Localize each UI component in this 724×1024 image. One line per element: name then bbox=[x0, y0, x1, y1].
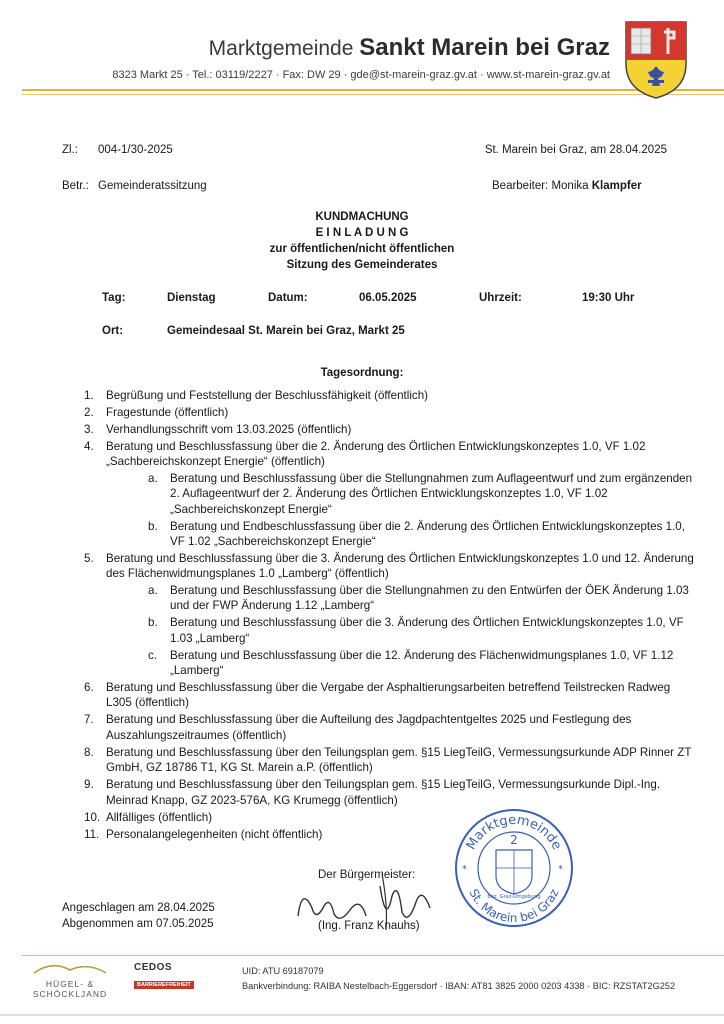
list-item bbox=[84, 405, 696, 420]
item-text: Beratung und Beschlussfassung über den Teilungsplan gem. §15 LiegTeilG, Vermessungsurkunde Dipl.-Ing. Meinrad Knapp, GZ 2023-576A, KG Krumegg (öffentlich) bbox=[106, 778, 661, 807]
item-number: 7. bbox=[84, 713, 94, 727]
tag-value: Dienstag bbox=[167, 292, 216, 304]
betr-label: Betr.: bbox=[62, 180, 89, 192]
title-name: Sankt Marein bei Graz bbox=[359, 34, 610, 61]
ort-value: Gemeindesaal St. Marein bei Graz, Markt 25 bbox=[167, 325, 405, 337]
list-item bbox=[84, 745, 696, 776]
svg-text:*: * bbox=[462, 864, 467, 875]
item-text: Beratung und Beschlussfassung über die 3. Änderung des Örtlichen Entwicklungskonzeptes 1.0 und 12. Änderung des Flächenwidmungsplanes 1.0 „Lamberg“ (öffentlich) bbox=[106, 552, 694, 581]
item-number: 6. bbox=[84, 681, 94, 695]
agenda-list bbox=[84, 388, 696, 844]
item-number: 5. bbox=[84, 552, 94, 566]
list-item bbox=[84, 551, 696, 678]
list-item bbox=[84, 422, 696, 437]
logo1-line1: HÜGEL- & bbox=[45, 979, 95, 989]
logo2-line1: CEDOS bbox=[134, 962, 173, 973]
sub-item-text: Beratung und Beschlussfassung über die Stellungnahmen zu den Entwürfen der ÖEK Änderung 1.03 und der FWP Änderung 1.12 „Lamberg“ bbox=[170, 583, 689, 613]
sub-item bbox=[148, 615, 696, 646]
sub-item-text: Beratung und Beschlussfassung über die 3. Änderung des Örtlichen Entwicklungskonzeptes 1.0, VF 1.03 „Lamberg“ bbox=[170, 616, 684, 645]
item-number: 11. bbox=[84, 827, 100, 841]
title-einladung: E I N L A D U N G bbox=[315, 227, 409, 239]
stamp-bottom-text: St. Marein bei Graz bbox=[466, 886, 562, 926]
logo1-line2: SCHÖCKLJAND bbox=[32, 989, 108, 999]
place-date: St. Marein bei Graz, am 28.04.2025 bbox=[484, 144, 667, 156]
item-number: 10. bbox=[84, 810, 101, 824]
item-text: Begrüßung und Feststellung der Beschlussfähigkeit (öffentlich) bbox=[106, 389, 429, 402]
posted-date: Angeschlagen am 28.04.2025 bbox=[62, 902, 215, 914]
agenda-heading: Tagesordnung: bbox=[320, 367, 404, 379]
sub-item-letter: c. bbox=[148, 648, 158, 662]
list-item bbox=[84, 439, 696, 549]
hill-icon bbox=[30, 960, 110, 974]
huegelland-logo bbox=[30, 960, 110, 999]
item-number: 8. bbox=[84, 745, 94, 759]
cedos-logo bbox=[134, 962, 214, 990]
item-text: Fragestunde (öffentlich) bbox=[106, 406, 229, 419]
item-number: 2. bbox=[84, 406, 94, 419]
sub-item-letter: b. bbox=[148, 616, 158, 630]
stamp-number: 2 bbox=[510, 833, 518, 847]
zl-value: 004-1/30-2025 bbox=[98, 144, 173, 156]
municipality-title bbox=[0, 34, 610, 62]
item-text: Beratung und Beschlussfassung über die Aufteilung des Jagdpachtentgeltes 2025 und Festlegung des Auszahlungszeitraumes (öffentlich) bbox=[106, 713, 632, 742]
page-edge bbox=[0, 1014, 724, 1016]
sub-item bbox=[148, 471, 696, 517]
official-stamp-icon bbox=[452, 806, 576, 930]
coat-of-arms-icon bbox=[624, 20, 688, 100]
sub-item-text: Beratung und Beschlussfassung über die 12. Änderung des Flächenwidmungsplanes 1.0, VF 1.12 „Lamberg“ bbox=[170, 648, 674, 678]
sub-item-text: Beratung und Beschlussfassung über die Stellungnahmen zum Auflageentwurf und zum ergänzenden 2. Auflageentwurf der 2. Änderung des Örtlichen Entwicklungskonzeptes 1.0, VF 1.02 „Sachbereichskonzept Energie“ bbox=[170, 471, 693, 516]
sub-item bbox=[148, 583, 696, 614]
ort-label: Ort: bbox=[102, 325, 124, 337]
list-item bbox=[84, 777, 696, 808]
mayor-role: Der Bürgermeister: bbox=[318, 869, 416, 881]
logo2-line2: BARRIEREFREIHEIT bbox=[134, 981, 194, 989]
uhrzeit-label: Uhrzeit: bbox=[479, 292, 522, 304]
title-prefix: Marktgemeinde bbox=[208, 37, 354, 60]
list-item bbox=[84, 680, 696, 711]
item-text: Beratung und Beschlussfassung über die 2. Änderung des Örtlichen Entwicklungskonzeptes 1.0, VF 1.02 „Sachbereichskonzept Energie“ (öffentlich) bbox=[106, 440, 646, 469]
sub-item-letter: b. bbox=[148, 519, 158, 533]
bearbeiter bbox=[492, 180, 642, 192]
list-item bbox=[84, 712, 696, 743]
title-kundmachung: KUNDMACHUNG bbox=[315, 211, 409, 223]
footer-bank: Bankverbindung: RAIBA Nestelbach-Eggersdorf · IBAN: AT81 3825 2000 0203 4338 · BIC: RZSTAT2G252 bbox=[242, 981, 676, 991]
mayor-name: (Ing. Franz Knauhs) bbox=[318, 920, 420, 932]
title-line3: zur öffentlichen/nicht öffentlichen bbox=[269, 243, 455, 255]
footer-uid: UID: ATU 69187079 bbox=[242, 966, 324, 976]
footer-rule bbox=[22, 955, 724, 956]
stamp-top-text: Marktgemeinde bbox=[463, 812, 565, 853]
sub-item-text: Beratung und Endbeschlussfassung über die 2. Änderung des Örtlichen Entwicklungskonzeptes 1.0, VF 1.02 „Sachbereichskonzept Energie“ bbox=[170, 519, 685, 549]
datum-label: Datum: bbox=[268, 292, 308, 304]
header-rule-thin bbox=[22, 94, 724, 95]
bearbeiter-label: Bearbeiter: Monika bbox=[492, 180, 589, 192]
sub-list bbox=[106, 471, 696, 550]
title-line4: Sitzung des Gemeinderates bbox=[286, 259, 438, 271]
item-text: Beratung und Beschlussfassung über den Teilungsplan gem. §15 LiegTeilG, Vermessungsurkunde ADP Rinner ZT GmbH, GZ 18786 T1, KG St. Marein a.P. (öffentlich) bbox=[106, 745, 692, 775]
item-text: Personalangelegenheiten (nicht öffentlich) bbox=[106, 827, 323, 841]
header-rule bbox=[22, 89, 724, 91]
datum-value: 06.05.2025 bbox=[359, 292, 417, 304]
item-text: Verhandlungsschrift vom 13.03.2025 (öffentlich) bbox=[106, 423, 352, 436]
list-item bbox=[84, 810, 696, 825]
sub-item-letter: a. bbox=[148, 583, 158, 597]
betr-value: Gemeinderatssitzung bbox=[98, 180, 207, 192]
zl-label: Zl.: bbox=[62, 144, 78, 156]
stamp-inner-text: Bez. Graz-Umgebung bbox=[487, 894, 541, 900]
svg-text:*: * bbox=[558, 864, 563, 875]
sub-item-letter: a. bbox=[148, 471, 158, 485]
item-text: Allfälliges (öffentlich) bbox=[106, 810, 213, 824]
sub-list bbox=[106, 583, 696, 679]
tag-label: Tag: bbox=[102, 292, 126, 304]
item-text: Beratung und Beschlussfassung über die Vergabe der Asphaltierungsarbeiten betreffend Teilstrecken Radweg L305 (öffentlich) bbox=[106, 681, 671, 710]
sub-item bbox=[148, 648, 696, 679]
sub-item bbox=[148, 519, 696, 550]
item-number: 3. bbox=[84, 423, 94, 436]
removed-date: Abgenommen am 07.05.2025 bbox=[62, 918, 214, 930]
item-number: 4. bbox=[84, 440, 94, 453]
header-contact: 8323 Markt 25 · Tel.: 03119/2227 · Fax: DW 29 · gde@st-marein-graz.gv.at · www.st-marein-graz.gv.at bbox=[112, 69, 610, 81]
item-number: 1. bbox=[84, 389, 94, 402]
bearbeiter-name: Klampfer bbox=[591, 180, 642, 192]
list-item bbox=[84, 827, 696, 842]
uhrzeit-value: 19:30 Uhr bbox=[582, 292, 635, 304]
item-number: 9. bbox=[84, 778, 94, 792]
list-item bbox=[84, 388, 696, 403]
